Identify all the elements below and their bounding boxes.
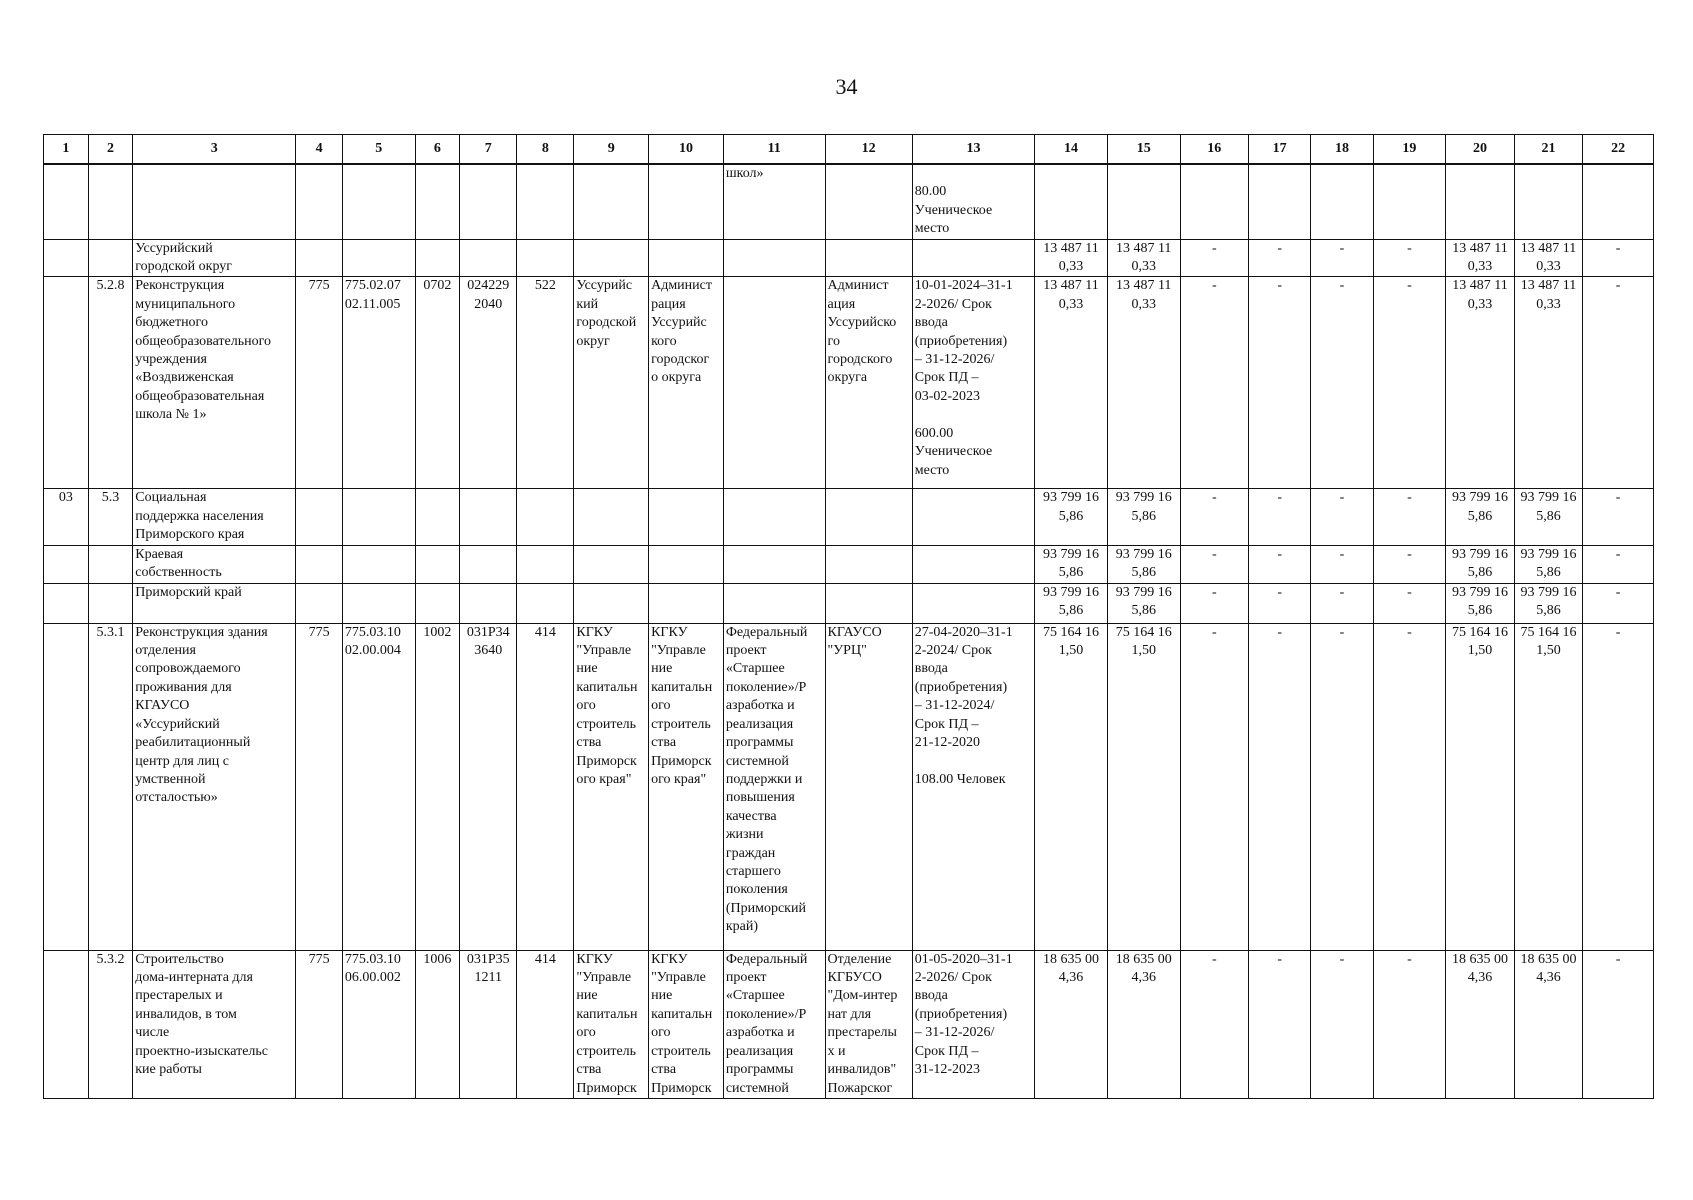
table-cell	[912, 545, 1034, 583]
column-header: 20	[1446, 135, 1515, 165]
table-cell	[44, 239, 89, 277]
column-header: 8	[517, 135, 574, 165]
table-cell	[825, 164, 912, 239]
table-cell	[296, 239, 343, 277]
table-cell: -	[1311, 239, 1373, 277]
table-cell: 13 487 11 0,33	[1035, 277, 1108, 489]
table-cell: Краевая собственность	[133, 545, 296, 583]
header-row	[44, 135, 1654, 165]
table-cell	[415, 239, 460, 277]
table-cell: -	[1583, 239, 1654, 277]
table-cell: 414	[517, 950, 574, 1098]
table-cell	[912, 489, 1034, 545]
table-cell: 93 799 16 5,86	[1035, 489, 1108, 545]
table-cell: 522	[517, 277, 574, 489]
table-cell	[517, 583, 574, 623]
table-cell	[649, 239, 724, 277]
column-header: 21	[1514, 135, 1583, 165]
column-header: 5	[342, 135, 415, 165]
table-cell: КГКУ "Управле ние капитальн ого строитель ства Приморск	[574, 950, 649, 1098]
table-cell: 414	[517, 623, 574, 950]
column-header: 16	[1180, 135, 1249, 165]
table-cell	[415, 545, 460, 583]
table-cell: 775	[296, 277, 343, 489]
column-header: 11	[723, 135, 825, 165]
table-cell	[574, 164, 649, 239]
table-cell: 18 635 00 4,36	[1035, 950, 1108, 1098]
table-cell	[44, 545, 89, 583]
table-cell: Федеральный проект «Старшее поколение»/Р азработка и реализация программы системной	[723, 950, 825, 1098]
table-cell: -	[1180, 489, 1249, 545]
table-cell: -	[1373, 623, 1446, 950]
table-cell: -	[1249, 950, 1311, 1098]
table-cell	[1583, 164, 1654, 239]
column-header: 19	[1373, 135, 1446, 165]
table-cell	[1107, 164, 1180, 239]
table-cell: -	[1373, 545, 1446, 583]
table-cell	[1446, 164, 1515, 239]
table-cell: -	[1180, 545, 1249, 583]
table-cell	[44, 950, 89, 1098]
table-row	[44, 164, 1654, 239]
table-cell	[296, 545, 343, 583]
table-cell	[342, 583, 415, 623]
table-cell: Приморский край	[133, 583, 296, 623]
table-cell: -	[1180, 277, 1249, 489]
column-header: 15	[1107, 135, 1180, 165]
table-cell: -	[1373, 239, 1446, 277]
table-cell: -	[1373, 950, 1446, 1098]
table-row	[44, 950, 1654, 1098]
table-cell: Уссурийский городской округ	[133, 239, 296, 277]
table-cell: КГАУСО "УРЦ"	[825, 623, 912, 950]
table-cell: 93 799 16 5,86	[1446, 489, 1515, 545]
table-cell	[1035, 164, 1108, 239]
table-cell: 75 164 16 1,50	[1035, 623, 1108, 950]
page-number: 34	[835, 74, 858, 99]
table-cell	[1373, 164, 1446, 239]
table-cell	[1180, 164, 1249, 239]
table-cell	[1514, 164, 1583, 239]
table-cell: -	[1311, 277, 1373, 489]
table-cell	[460, 583, 517, 623]
table-cell	[649, 583, 724, 623]
table-cell: КГКУ "Управле ние капитальн ого строитель ства Приморск	[649, 950, 724, 1098]
table-cell: школ»	[723, 164, 825, 239]
table-cell: 80.00 Ученическое место	[912, 164, 1034, 239]
table-cell: Уссурийс кий городской округ	[574, 277, 649, 489]
table-cell	[342, 164, 415, 239]
table-cell: 5.3.1	[88, 623, 133, 950]
table-cell: -	[1180, 583, 1249, 623]
table-cell: -	[1583, 545, 1654, 583]
column-header: 13	[912, 135, 1034, 165]
table-cell: Социальная поддержка населения Приморского края	[133, 489, 296, 545]
table-cell	[296, 583, 343, 623]
table-cell	[88, 164, 133, 239]
table-cell	[649, 164, 724, 239]
table-cell	[44, 623, 89, 950]
column-header: 1	[44, 135, 89, 165]
table-cell	[649, 545, 724, 583]
table-cell: -	[1583, 277, 1654, 489]
table-cell: 775.02.07 02.11.005	[342, 277, 415, 489]
table-cell: 13 487 11 0,33	[1035, 239, 1108, 277]
table-cell	[574, 583, 649, 623]
table-row	[44, 583, 1654, 623]
table-cell: Админист рация Уссурийс кого городског о округа	[649, 277, 724, 489]
table-cell: -	[1373, 489, 1446, 545]
table-cell: -	[1373, 583, 1446, 623]
table-cell	[415, 489, 460, 545]
table-cell: 13 487 11 0,33	[1107, 277, 1180, 489]
table-cell: 775.03.10 06.00.002	[342, 950, 415, 1098]
table-cell: -	[1249, 583, 1311, 623]
table-cell: 13 487 11 0,33	[1514, 239, 1583, 277]
column-header: 17	[1249, 135, 1311, 165]
table-cell: 93 799 16 5,86	[1035, 545, 1108, 583]
table-row	[44, 277, 1654, 489]
table-cell: 75 164 16 1,50	[1107, 623, 1180, 950]
table-cell	[723, 277, 825, 489]
column-header: 4	[296, 135, 343, 165]
table-cell: -	[1249, 277, 1311, 489]
table-cell	[723, 583, 825, 623]
table-cell: -	[1180, 623, 1249, 950]
table-cell: 10-01-2024–31-1 2-2026/ Срок ввода (приобретения) – 31-12-2026/ Срок ПД – 03-02-2023 600.00 Ученическое место	[912, 277, 1034, 489]
column-header: 12	[825, 135, 912, 165]
table-row	[44, 545, 1654, 583]
table-cell	[342, 239, 415, 277]
table-cell	[517, 489, 574, 545]
table-cell	[574, 239, 649, 277]
table-cell	[825, 545, 912, 583]
table-cell: Реконструкция здания отделения сопровождаемого проживания для КГАУСО «Уссурийский реабилитационный центр для лиц с умственной отсталостью»	[133, 623, 296, 950]
table-cell: Федеральный проект «Старшее поколение»/Р азработка и реализация программы системной поддержки и повышения качества жизни граждан старшего поколения (Приморский край)	[723, 623, 825, 950]
table-cell: 024229 2040	[460, 277, 517, 489]
table-cell: 1006	[415, 950, 460, 1098]
table-cell: -	[1373, 277, 1446, 489]
table-cell	[44, 164, 89, 239]
table-cell: КГКУ "Управле ние капитальн ого строитель ства Приморск ого края"	[649, 623, 724, 950]
table-row	[44, 623, 1654, 950]
table-cell: -	[1180, 239, 1249, 277]
table-cell: -	[1583, 623, 1654, 950]
table-cell: -	[1583, 489, 1654, 545]
table-cell: КГКУ "Управле ние капитальн ого строитель ства Приморск ого края"	[574, 623, 649, 950]
investment-table	[43, 134, 1654, 1099]
table-cell: 93 799 16 5,86	[1514, 489, 1583, 545]
table-cell	[723, 489, 825, 545]
column-header: 2	[88, 135, 133, 165]
table-row	[44, 239, 1654, 277]
table-cell: 18 635 00 4,36	[1514, 950, 1583, 1098]
table-cell	[825, 489, 912, 545]
table-cell	[912, 583, 1034, 623]
table-cell: -	[1249, 239, 1311, 277]
column-header: 6	[415, 135, 460, 165]
table-cell	[460, 239, 517, 277]
table-cell: 13 487 11 0,33	[1446, 277, 1515, 489]
table-cell: 93 799 16 5,86	[1035, 583, 1108, 623]
table-cell: -	[1583, 583, 1654, 623]
table-cell: -	[1311, 623, 1373, 950]
table-cell: 93 799 16 5,86	[1514, 583, 1583, 623]
column-header: 10	[649, 135, 724, 165]
table-cell	[1249, 164, 1311, 239]
table-cell: 775.03.10 02.00.004	[342, 623, 415, 950]
table-cell: 93 799 16 5,86	[1514, 545, 1583, 583]
table-cell: 93 799 16 5,86	[1107, 545, 1180, 583]
table-cell	[88, 545, 133, 583]
table-cell: 03	[44, 489, 89, 545]
table-cell	[574, 545, 649, 583]
table-cell	[825, 239, 912, 277]
table-cell: -	[1249, 545, 1311, 583]
table-cell: 775	[296, 950, 343, 1098]
table-cell: -	[1311, 489, 1373, 545]
table-cell	[342, 489, 415, 545]
table-cell	[460, 545, 517, 583]
table-cell: -	[1583, 950, 1654, 1098]
table-cell	[517, 164, 574, 239]
table-cell: 5.3	[88, 489, 133, 545]
table-cell	[825, 583, 912, 623]
table-cell	[574, 489, 649, 545]
table-cell: -	[1180, 950, 1249, 1098]
column-header: 7	[460, 135, 517, 165]
table-cell: 75 164 16 1,50	[1514, 623, 1583, 950]
table-cell	[460, 489, 517, 545]
table-cell: 93 799 16 5,86	[1107, 583, 1180, 623]
table-body	[44, 164, 1654, 1098]
table-cell: 031P35 1211	[460, 950, 517, 1098]
column-header: 3	[133, 135, 296, 165]
table-cell	[912, 239, 1034, 277]
table-cell: 5.3.2	[88, 950, 133, 1098]
table-cell: -	[1311, 950, 1373, 1098]
table-cell	[88, 583, 133, 623]
table-cell	[133, 164, 296, 239]
table-cell: Реконструкция муниципального бюджетного общеобразовательного учреждения «Воздвиженская общеобразовательная школа № 1»	[133, 277, 296, 489]
table-cell	[44, 277, 89, 489]
table-cell	[88, 239, 133, 277]
table-cell: 18 635 00 4,36	[1107, 950, 1180, 1098]
table-cell: 93 799 16 5,86	[1446, 583, 1515, 623]
column-header: 18	[1311, 135, 1373, 165]
table-cell	[296, 489, 343, 545]
table-cell: 0702	[415, 277, 460, 489]
table-cell	[649, 489, 724, 545]
table-cell: Строительство дома-интерната для престарелых и инвалидов, в том числе проектно-изыскательс кие работы	[133, 950, 296, 1098]
table-cell: 18 635 00 4,36	[1446, 950, 1515, 1098]
table-cell	[342, 545, 415, 583]
table-cell: 775	[296, 623, 343, 950]
table-cell	[415, 583, 460, 623]
table-cell: Админист ация Уссурийско го городского округа	[825, 277, 912, 489]
table-cell: 5.2.8	[88, 277, 133, 489]
table-cell: -	[1249, 623, 1311, 950]
table-cell: 75 164 16 1,50	[1446, 623, 1515, 950]
table-cell: 93 799 16 5,86	[1107, 489, 1180, 545]
table-cell	[517, 545, 574, 583]
table-cell	[296, 164, 343, 239]
table-cell	[723, 545, 825, 583]
table-cell: -	[1311, 545, 1373, 583]
table-cell: 13 487 11 0,33	[1107, 239, 1180, 277]
table-cell: 031P34 3640	[460, 623, 517, 950]
column-header: 9	[574, 135, 649, 165]
table-cell: -	[1311, 583, 1373, 623]
table-cell: -	[1249, 489, 1311, 545]
table-cell: 1002	[415, 623, 460, 950]
table-cell	[1311, 164, 1373, 239]
table-cell	[723, 239, 825, 277]
table-cell	[44, 583, 89, 623]
table-cell: 27-04-2020–31-1 2-2024/ Срок ввода (приобретения) – 31-12-2024/ Срок ПД – 21-12-2020 108.00 Человек	[912, 623, 1034, 950]
table-cell: 93 799 16 5,86	[1446, 545, 1515, 583]
table-cell	[517, 239, 574, 277]
table-cell	[415, 164, 460, 239]
table-cell: 01-05-2020–31-1 2-2026/ Срок ввода (приобретения) – 31-12-2026/ Срок ПД – 31-12-2023	[912, 950, 1034, 1098]
table-cell: 13 487 11 0,33	[1514, 277, 1583, 489]
table-cell: Отделение КГБУСО "Дом-интер нат для престарелы х и инвалидов" Пожарског	[825, 950, 912, 1098]
column-header: 22	[1583, 135, 1654, 165]
column-header: 14	[1035, 135, 1108, 165]
table-row	[44, 489, 1654, 545]
table-cell	[460, 164, 517, 239]
table-cell: 13 487 11 0,33	[1446, 239, 1515, 277]
